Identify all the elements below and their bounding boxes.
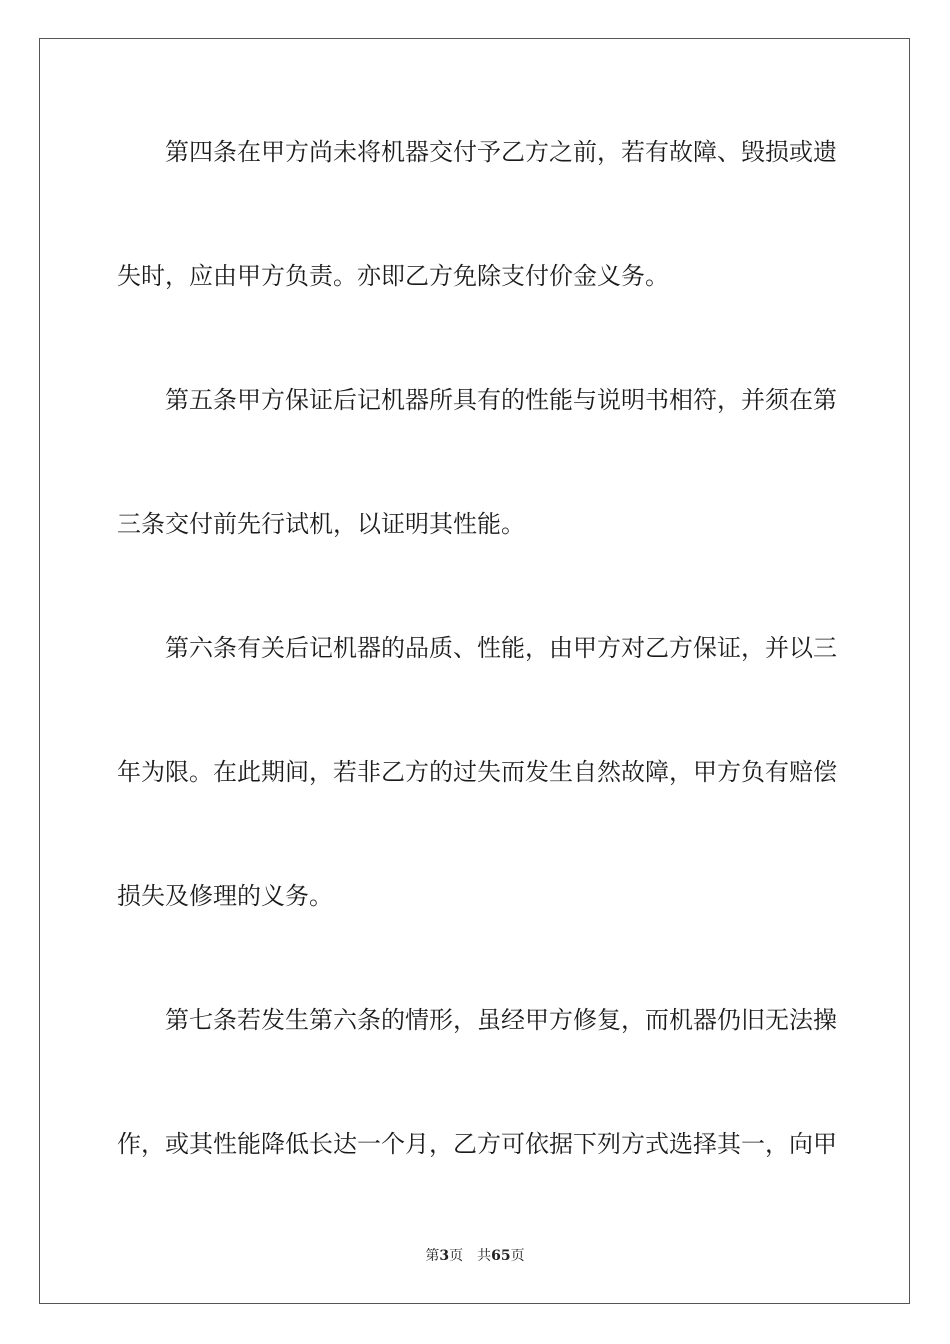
paragraph-line: 第四条在甲方尚未将机器交付予乙方之前，若有故障、毁损或遗: [165, 138, 837, 166]
paragraph-line: 第五条甲方保证后记机器所具有的性能与说明书相符，并须在第: [165, 386, 837, 414]
page-suffix: 页: [449, 1248, 464, 1264]
total-prefix: 共: [477, 1248, 492, 1264]
paragraph-line: 年为限。在此期间，若非乙方的过失而发生自然故障，甲方负有赔偿: [117, 758, 837, 786]
page-number: 3: [439, 1248, 450, 1264]
page-frame: [39, 38, 910, 1304]
total-suffix: 页: [510, 1248, 525, 1264]
page-footer: [0, 1246, 950, 1266]
paragraph-line: 第六条有关后记机器的品质、性能，由甲方对乙方保证，并以三: [165, 634, 837, 662]
paragraph-line: 作，或其性能降低长达一个月，乙方可依据下列方式选择其一，向甲: [117, 1130, 837, 1158]
paragraph-line: 三条交付前先行试机，以证明其性能。: [117, 510, 525, 538]
paragraph-line: 第七条若发生第六条的情形，虽经甲方修复，而机器仍旧无法操: [165, 1006, 837, 1034]
paragraph-line: 失时，应由甲方负责。亦即乙方免除支付价金义务。: [117, 262, 669, 290]
paragraph-line: 损失及修理的义务。: [117, 882, 333, 910]
total-pages: 65: [491, 1248, 511, 1264]
page-prefix: 第: [425, 1248, 440, 1264]
